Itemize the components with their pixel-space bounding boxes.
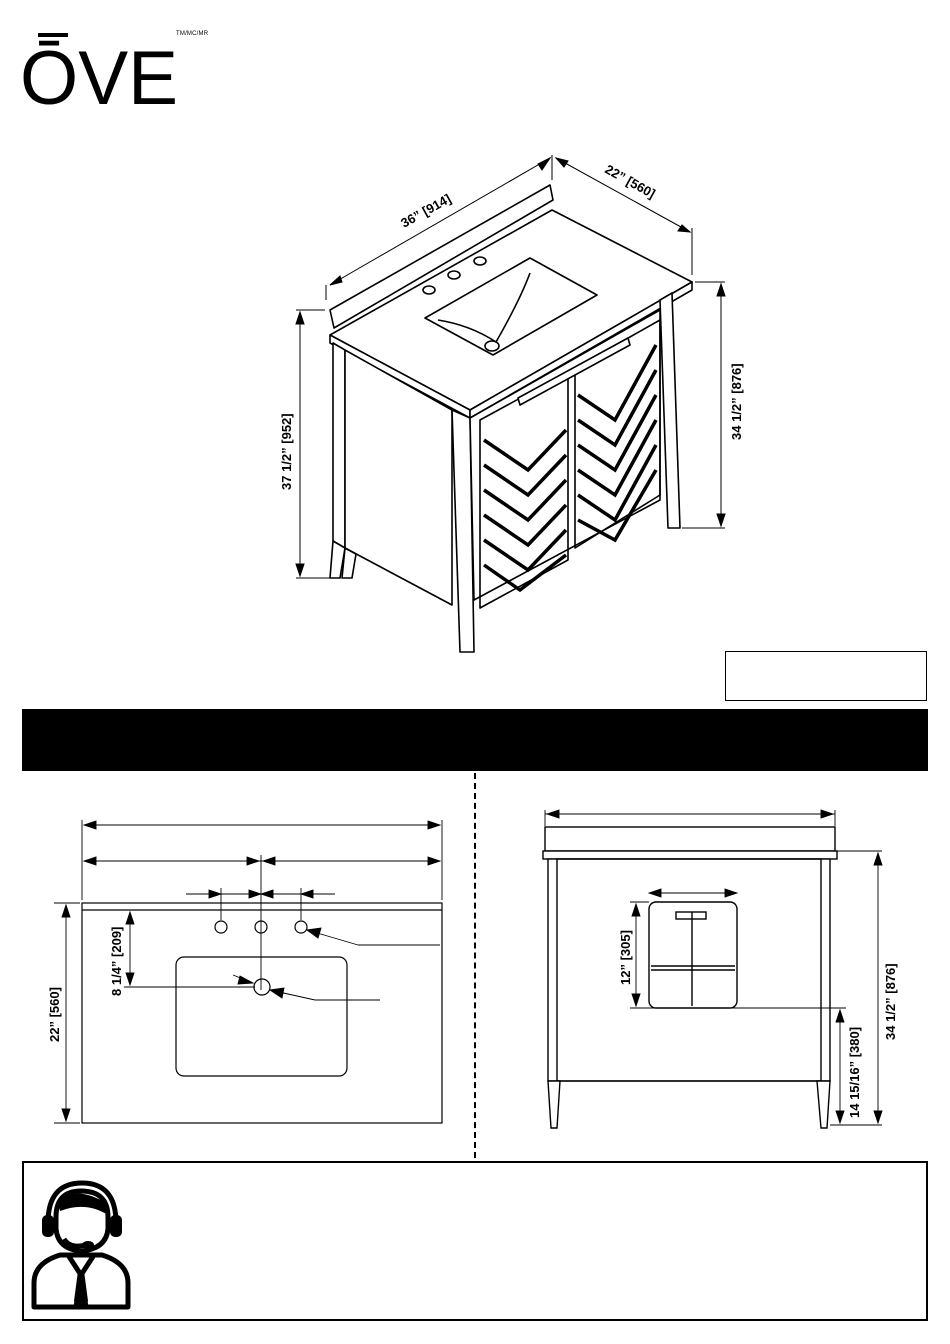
vanity-isometric-drawing	[270, 145, 760, 665]
customer-support-box	[22, 1161, 928, 1321]
iso-cabinet-height-label: 34 1/2” [876]	[729, 363, 744, 440]
logo-text: ŌVE	[20, 36, 178, 121]
iso-depth-label: 22” [560]	[602, 161, 658, 202]
top-faucet-drain-label: 8 1/4” [209]	[109, 926, 124, 996]
customer-support-agent-icon	[26, 1171, 134, 1311]
iso-width-label: 36” [914]	[398, 190, 454, 231]
header-bar	[22, 709, 928, 771]
top-depth-label: 22” [560]	[47, 987, 62, 1042]
front-height-label: 34 1/2” [876]	[883, 963, 898, 1040]
view-divider	[474, 773, 476, 1158]
model-number-box	[725, 651, 927, 701]
iso-total-height-label: 37 1/2” [952]	[279, 413, 294, 490]
vanity-front-view	[520, 800, 920, 1140]
front-opening-floor-label: 14 15/16” [380]	[847, 1026, 862, 1118]
countertop-top-view	[40, 815, 460, 1135]
front-opening-height-label: 12” [305]	[618, 930, 633, 985]
trademark-mark: TM/MC/MR	[176, 31, 209, 37]
